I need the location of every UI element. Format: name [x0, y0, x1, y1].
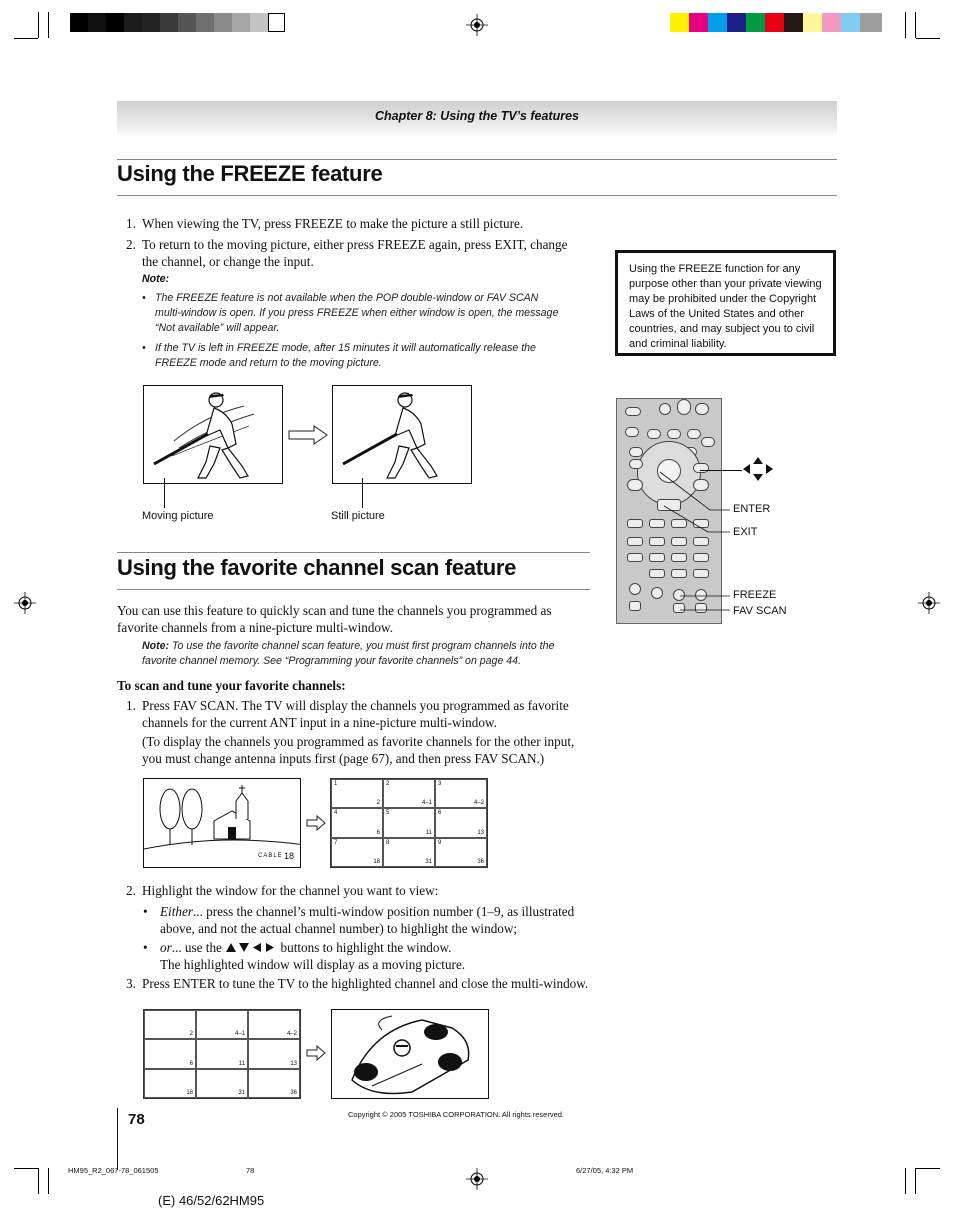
- freeze-label: FREEZE: [733, 589, 777, 601]
- arrow-right-icon: [306, 815, 326, 836]
- moving-picture-caption: Moving picture: [142, 510, 214, 522]
- remote-button: [627, 479, 643, 491]
- cell-channel: 31: [425, 859, 432, 865]
- remote-button: [667, 429, 681, 439]
- multi-window-cell: [196, 1010, 248, 1039]
- still-picture-caption: Still picture: [331, 510, 385, 522]
- multi-window-cell: [435, 779, 487, 808]
- heading-rule-bottom: [117, 195, 837, 196]
- multi-window-cell: [144, 1010, 196, 1039]
- cell-channel: 11: [425, 829, 432, 836]
- fav-bullet-2: [160, 940, 590, 957]
- multi-window-cell: [383, 808, 435, 837]
- fav-scan-heading: Using the favorite channel scan feature: [117, 555, 517, 580]
- page-number: 78: [128, 1111, 145, 1128]
- single-channel-illustration: [143, 778, 301, 868]
- cell-position: 6: [438, 810, 442, 817]
- remote-button: [701, 437, 715, 447]
- note-bullet-1: •: [142, 292, 146, 304]
- arrow-right-icon: [306, 1045, 326, 1066]
- print-timestamp: 6/27/05, 4:32 PM: [576, 1166, 634, 1175]
- cell-position: 2: [386, 781, 390, 787]
- cell-position: 1: [334, 781, 338, 787]
- cell-channel: 2: [189, 1031, 193, 1038]
- file-page-ref: 78: [246, 1166, 255, 1175]
- cell-channel: 13: [477, 829, 484, 836]
- cell-channel: 4–2: [286, 1031, 297, 1038]
- cell-position: 9: [438, 839, 442, 846]
- nine-picture-multi-window: [330, 778, 488, 868]
- cell-channel: 13: [290, 1060, 297, 1067]
- remote-button: [627, 553, 643, 562]
- cell-position: 4: [334, 810, 338, 817]
- arrow-right-icon: [288, 425, 328, 450]
- fav-note: [142, 639, 562, 669]
- multi-window-cell: [383, 838, 435, 867]
- cell-position: 7: [334, 839, 338, 846]
- multi-window-cell: [196, 1069, 248, 1098]
- fav-step-1-paren: (To display the channels you programmed as favorite channels for the other input, you must change antenna inputs first (page 67), and then press FAV SCAN.): [142, 734, 575, 766]
- file-name: HM95_R2_067-78_061505: [68, 1166, 159, 1175]
- remote-button: [627, 537, 643, 546]
- registration-mark-left: [14, 592, 36, 614]
- model-number: (E) 46/52/62HM95: [158, 1193, 265, 1208]
- fav-step-3: Press ENTER to tune the TV to the highlighted channel and close the multi-window.: [142, 976, 589, 991]
- cell-channel: 31: [238, 1090, 245, 1096]
- cell-channel: 18: [373, 859, 380, 865]
- remote-button: [687, 429, 701, 439]
- fav-heading-rule-top: [117, 552, 590, 553]
- multi-window-cell: [435, 838, 487, 867]
- remote-button: [647, 429, 661, 439]
- freeze-note-2: If the TV is left in FREEZE mode, after 15 minutes it will automatically release the FREEZE mode and return to the moving picture.: [155, 342, 536, 369]
- fav-step-2-number: 2.: [126, 883, 136, 898]
- remote-button: [629, 459, 643, 469]
- cell-channel: 2: [376, 800, 380, 807]
- cell-channel: 6: [189, 1060, 193, 1067]
- cell-channel: 18: [186, 1090, 193, 1096]
- multi-window-cell: [435, 808, 487, 837]
- chapter-title: Chapter 8: Using the TV’s features: [375, 109, 579, 123]
- multi-window-cell: [331, 779, 383, 808]
- freeze-heading: Using the FREEZE feature: [117, 161, 383, 186]
- cell-channel: 36: [290, 1090, 297, 1096]
- multi-window-cell: [144, 1069, 196, 1098]
- cell-channel: 6: [376, 829, 380, 836]
- fav-bullet-2-line-2: The highlighted window will display as a moving picture.: [160, 957, 466, 972]
- freeze-note-1: The FREEZE feature is not available when the POP double-window or FAV SCAN multi-window is open. If you press FREEZE when either window is open, the message “Not available” will appear.: [155, 292, 559, 334]
- multi-window-cell: [383, 779, 435, 808]
- bullet-1-text: ... press the channel’s multi-window position number (1–9, as illustrated above, and not the actual channel number) to highlight the window;: [160, 904, 575, 936]
- cell-channel: 11: [238, 1060, 245, 1067]
- multi-window-cell: [144, 1039, 196, 1068]
- moving-picture-illustration: [143, 385, 283, 484]
- fav-note-label: Note:: [142, 640, 170, 652]
- copyright-warning-text: Using the FREEZE function for any purpose other than your private viewing may be prohibited under the Copyright Laws of the United States and other countries, and may subject you to civil and criminal liability.: [629, 263, 822, 350]
- fav-note-text: To use the favorite channel scan feature, you must first program channels into the favorite channel memory. See “Programming your favorite channels” on page 44.: [142, 640, 555, 667]
- still-caption-leader: [362, 478, 363, 508]
- arrow-buttons-icon: [225, 942, 277, 953]
- bullet-marker-1: •: [143, 904, 148, 919]
- fav-scan-label: FAV SCAN: [733, 605, 787, 617]
- race-car-illustration: [331, 1009, 489, 1099]
- multi-window-highlight-illustration: [143, 1009, 301, 1099]
- heading-rule-top: [117, 159, 837, 160]
- registration-mark-top: [466, 14, 488, 36]
- multi-window-cell: [248, 1039, 300, 1068]
- note-bullet-2: •: [142, 342, 146, 354]
- bullet-marker-2: •: [143, 940, 148, 955]
- fav-step-1: Press FAV SCAN. The TV will display the channels you programmed as favorite channels for the current ANT input in a nine-picture multi-window.: [142, 698, 569, 730]
- fav-heading-rule-bottom: [117, 589, 590, 590]
- freeze-note-label: Note:: [142, 273, 170, 285]
- fav-subheading: To scan and tune your favorite channels:: [117, 678, 346, 693]
- multi-window-cell: [331, 808, 383, 837]
- multi-window-cell: [248, 1069, 300, 1098]
- fav-step-2: Highlight the window for the channel you want to view:: [142, 883, 439, 898]
- copyright-warning-box: [615, 250, 836, 356]
- arrow-keys-icon: [742, 456, 774, 487]
- remote-leader-lines: [650, 460, 740, 620]
- remote-button: [677, 399, 691, 415]
- remote-button: [695, 403, 709, 415]
- fav-step-1-number: 1.: [126, 698, 136, 713]
- multi-window-cell: [196, 1039, 248, 1068]
- remote-button: [627, 519, 643, 528]
- cell-position: 8: [386, 839, 390, 846]
- moving-caption-leader: [164, 478, 165, 508]
- bullet-2-post: buttons to highlight the window.: [280, 940, 452, 955]
- fav-step-3-number: 3.: [126, 976, 136, 991]
- freeze-step-1-number: 1.: [126, 216, 136, 231]
- cable-channel: 18: [284, 851, 295, 861]
- cell-channel: 4–1: [234, 1031, 245, 1038]
- fav-intro: You can use this feature to quickly scan and tune the channels you programmed as favorite channels from a nine-picture multi-window.: [117, 603, 552, 635]
- remote-button: [629, 601, 641, 611]
- cell-channel: 4–1: [421, 800, 432, 807]
- still-picture-illustration: [332, 385, 472, 484]
- bullet-2-lead: or: [160, 940, 172, 955]
- multi-window-cell: [331, 838, 383, 867]
- bullet-1-lead: Either: [160, 904, 193, 919]
- remote-button: [625, 427, 639, 437]
- freeze-step-2: To return to the moving picture, either press FREEZE again, press EXIT, change the channel, or change the input.: [142, 237, 568, 269]
- cell-channel: 36: [477, 859, 484, 865]
- page-margin-rule: [117, 1108, 118, 1170]
- remote-button: [629, 583, 641, 595]
- bullet-2-pre: ... use the: [171, 940, 222, 955]
- fav-bullet-1: [160, 904, 580, 937]
- freeze-step-2-number: 2.: [126, 237, 136, 252]
- freeze-step-1: When viewing the TV, press FREEZE to make the picture a still picture.: [142, 216, 524, 231]
- enter-label: ENTER: [733, 503, 771, 515]
- cell-position: 5: [386, 810, 390, 817]
- remote-button: [659, 403, 671, 415]
- registration-mark-bottom: [466, 1168, 488, 1190]
- cable-label: CABLE: [258, 853, 283, 859]
- multi-window-cell: [248, 1010, 300, 1039]
- cell-channel: 4–2: [473, 800, 484, 807]
- cell-position: 3: [438, 781, 442, 787]
- registration-mark-right: [918, 592, 940, 614]
- exit-label: EXIT: [733, 526, 758, 538]
- copyright-notice: Copyright © 2005 TOSHIBA CORPORATION. All rights reserved.: [348, 1110, 565, 1119]
- remote-button: [625, 407, 641, 416]
